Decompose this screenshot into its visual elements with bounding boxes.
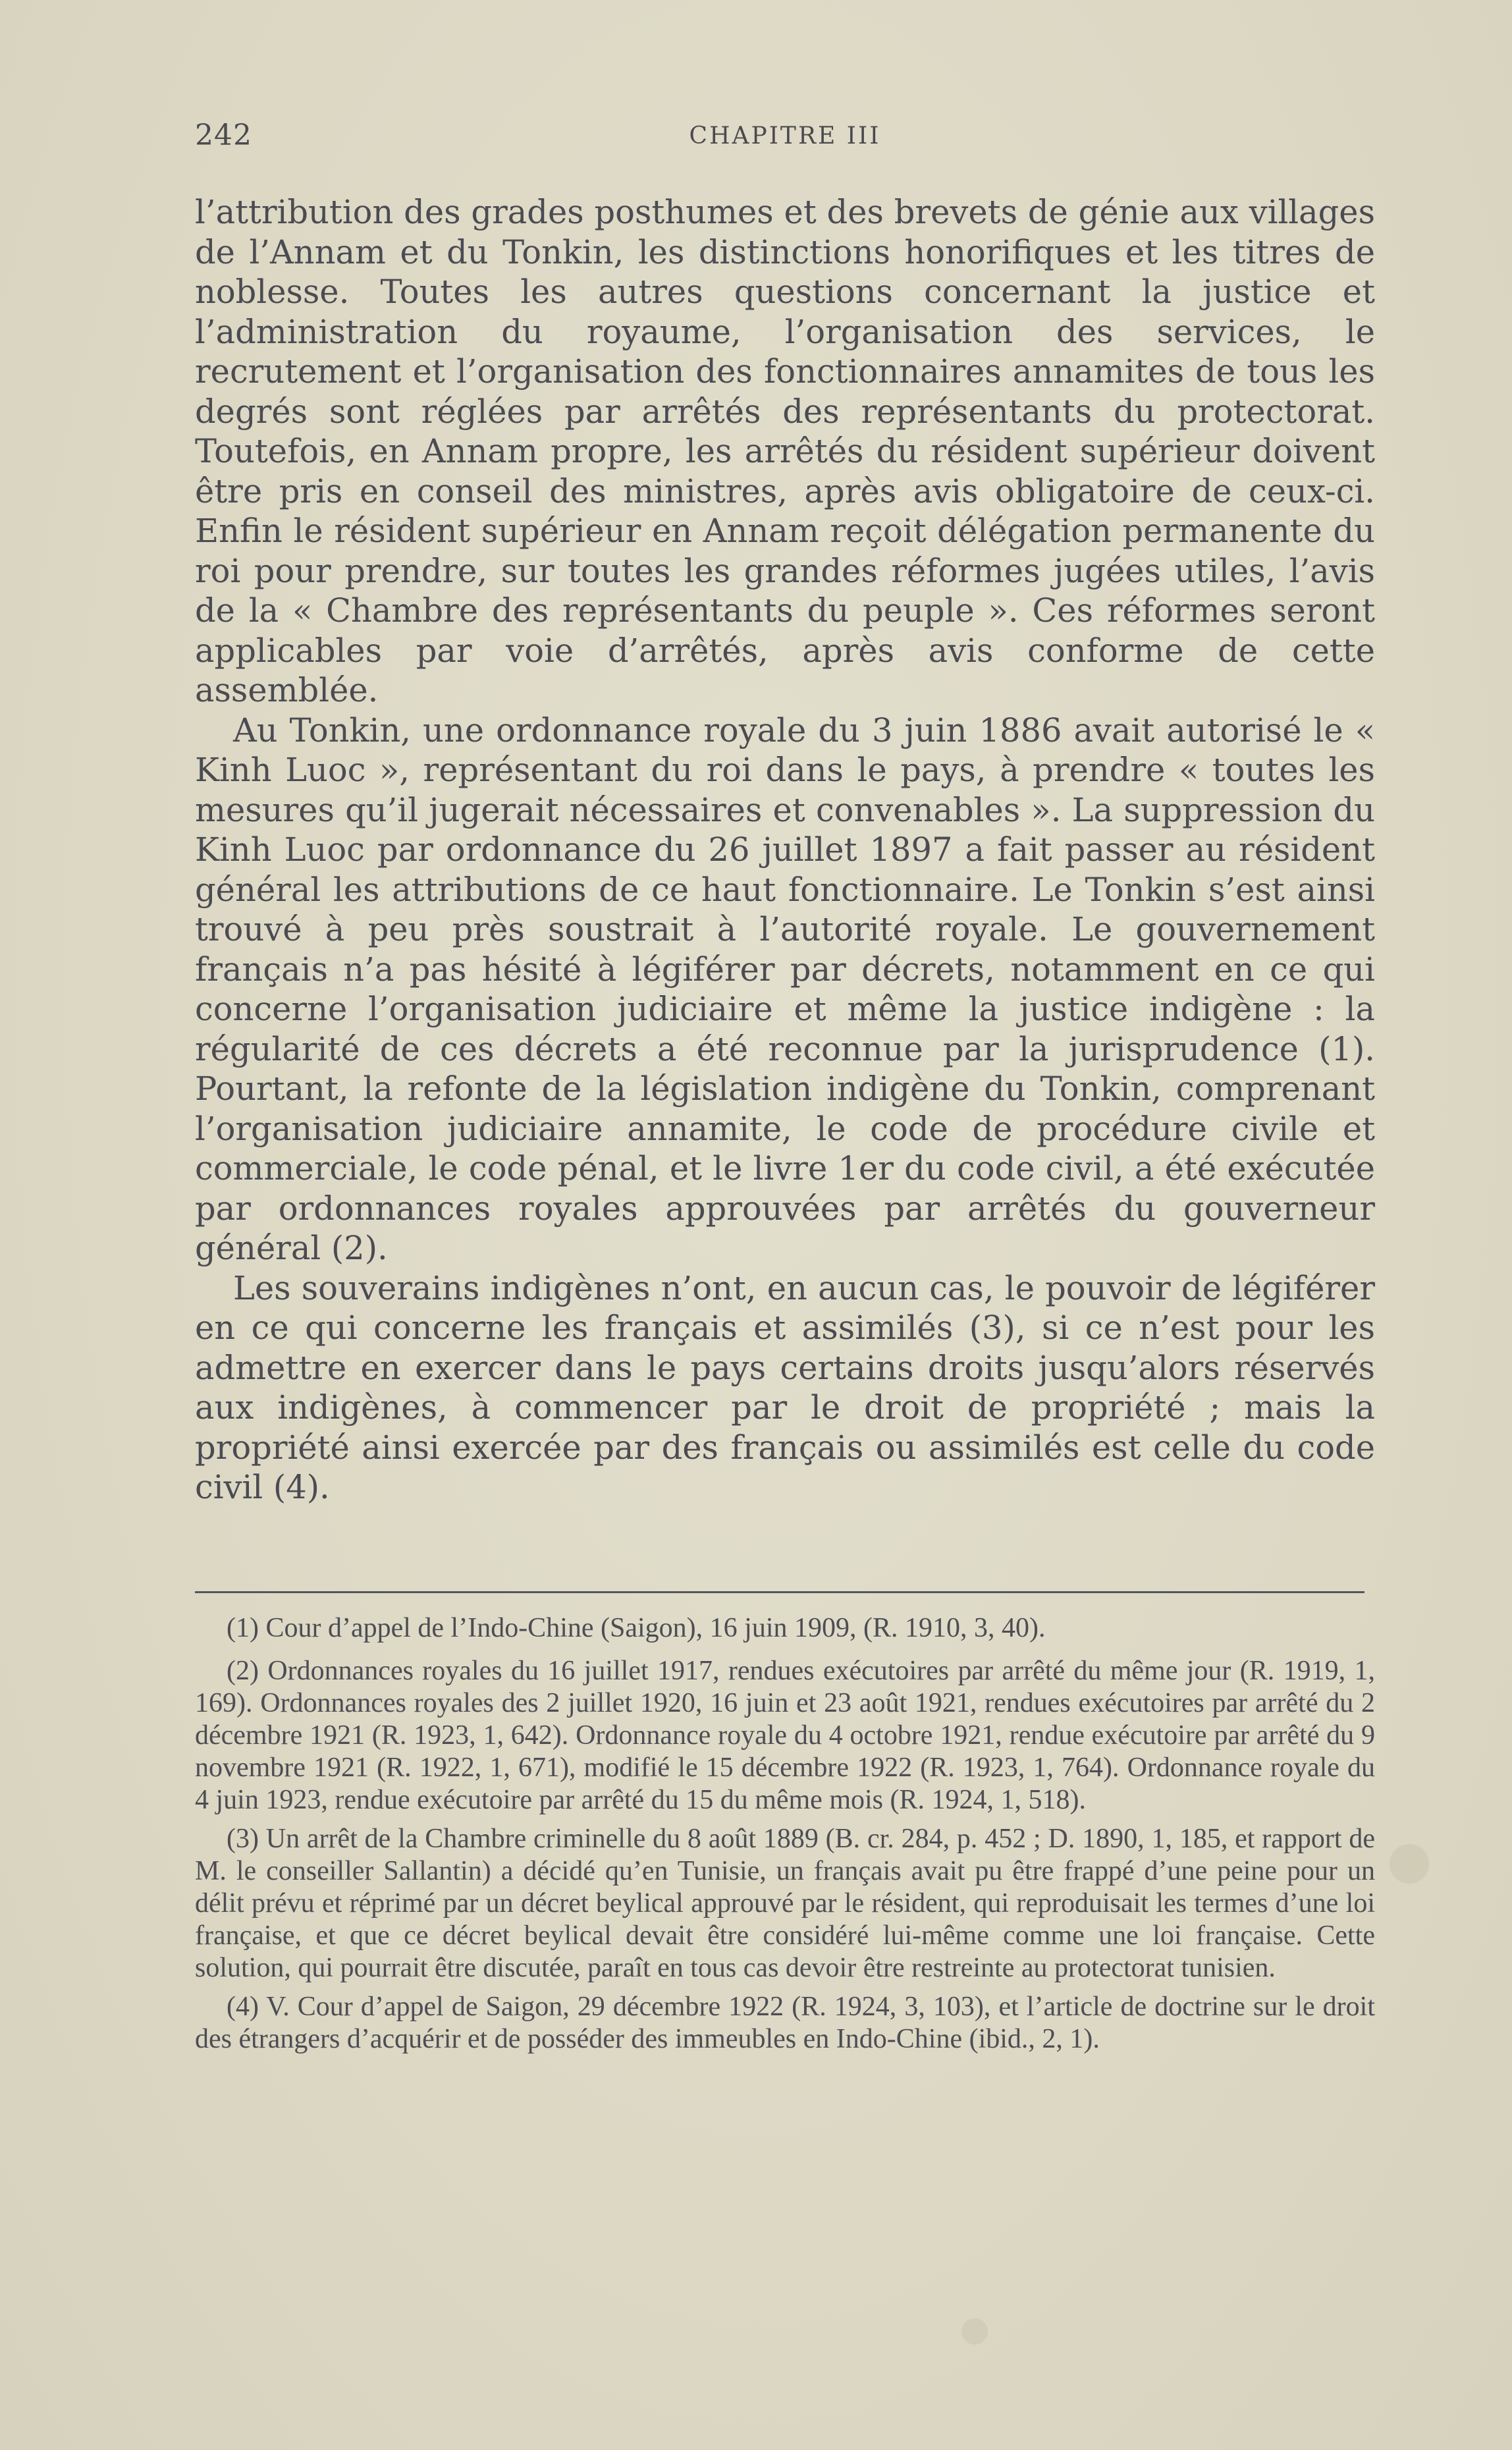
paragraph: l’attribution des grades posthumes et des brevets de génie aux villages de l’Annam et du Tonkin, les distinctions honorifiques et les titres de noblesse. Toutes les autres questions concernant la justice et l’administration du royaume, l’organisation des services, le recrutement et l’organisation des fonctionnaires annamites de tous les degrés sont réglées par arrêtés des représentants du protectorat. Toutefois, en Annam propre, les arrêtés du résident supérieur doivent être pris en conseil des ministres, après avis obligatoire de ceux-ci. Enfin le résident supérieur en Annam reçoit délégation permanente du roi pour prendre, sur toutes les grandes réformes jugées utiles, l’avis de la « Chambre des représentants du peuple ». Ces réformes seront applicables par voie d’arrêtés, après avis conforme de cette assemblée. xyxy=(195,193,1375,709)
footnote-4: (4) V. Cour d’appel de Saigon, 29 décembre 1922 (R. 1924, 3, 103), et l’article de doctrine sur le droit des étrangers d’acquérir et de posséder des immeubles en Indo-Chine (ibid., 2, 1). xyxy=(195,1992,1375,2054)
footnote-separator xyxy=(195,1591,1364,1593)
page-number: 242 xyxy=(195,119,252,152)
running-head: CHAPITRE III xyxy=(689,122,881,150)
footnotes xyxy=(195,1612,1375,2062)
page-header xyxy=(195,119,1375,158)
paragraph: Les souverains indigènes n’ont, en aucun cas, le pouvoir de légiférer en ce qui concerne les français et assimilés (3), si ce n’est pour les admettre en exercer dans le pays certains droits jusqu’alors réservés aux indigènes, à commencer par le droit de propriété ; mais la propriété ainsi exercée par des français ou assimilés est celle du code civil (4). xyxy=(195,1268,1375,1506)
main-text xyxy=(195,192,1375,1508)
paper-stain xyxy=(961,2318,988,2345)
footnote-2: (2) Ordonnances royales du 16 juillet 1917, rendues exécutoires par arrêté du même jour (R. 1919, 1, 169). Ordonnances royales des 2 juillet 1920, 16 juin et 23 août 1921, rendues exécutoires par arrêté du 2 décembre 1921 (R. 1923, 1, 642). Ordonnance royale du 4 octobre 1921, rendue exécutoire par arrêté du 9 novembre 1921 (R. 1922, 1, 671), modifié le 15 décembre 1922 (R. 1923, 1, 764). Ordonnance royale du 4 juin 1923, rendue exécutoire par arrêté du 15 du même mois (R. 1924, 1, 518). xyxy=(195,1656,1375,1815)
footnote-1: (1) Cour d’appel de l’Indo-Chine (Saigon), 16 juin 1909, (R. 1910, 3, 40). xyxy=(227,1613,1046,1643)
footnote-3: (3) Un arrêt de la Chambre criminelle du 8 août 1889 (B. cr. 284, p. 452 ; D. 1890, 1, 185, et rapport de M. le conseiller Sallantin) a décidé qu’en Tunisie, un français avait pu être frappé d’une peine pour un délit prévu et réprimé par un décret beylical approuvé par le résident, qui reproduisait les termes d’une loi française, et que ce décret beylical devait être considéré lui-même comme une loi française. Cette solution, qui pourrait être discutée, paraît en tous cas devoir être restreinte au protectorat tunisien. xyxy=(195,1824,1375,1983)
paper-stain xyxy=(1390,1844,1429,1884)
paragraph: Au Tonkin, une ordonnance royale du 3 juin 1886 avait autorisé le « Kinh Luoc », représentant du roi dans le pays, à prendre « toutes les mesures qu’il jugerait nécessaires et convenables ». La suppression du Kinh Luoc par ordonnance du 26 juillet 1897 a fait passer au résident général les attributions de ce haut fonctionnaire. Le Tonkin s’est ainsi trouvé à peu près soustrait à l’autorité royale. Le gouvernement français n’a pas hésité à légiférer par décrets, notamment en ce qui concerne l’organisation judiciaire et même la justice indigène : la régularité de ces décrets a été reconnue par la jurisprudence (1). Pourtant, la refonte de la législation indigène du Tonkin, comprenant l’organisation judiciaire annamite, le code de procédure civile et commerciale, le code pénal, et le livre 1er du code civil, a été exécutée par ordonnances royales approuvées par arrêtés du gouverneur général (2). xyxy=(195,711,1375,1267)
